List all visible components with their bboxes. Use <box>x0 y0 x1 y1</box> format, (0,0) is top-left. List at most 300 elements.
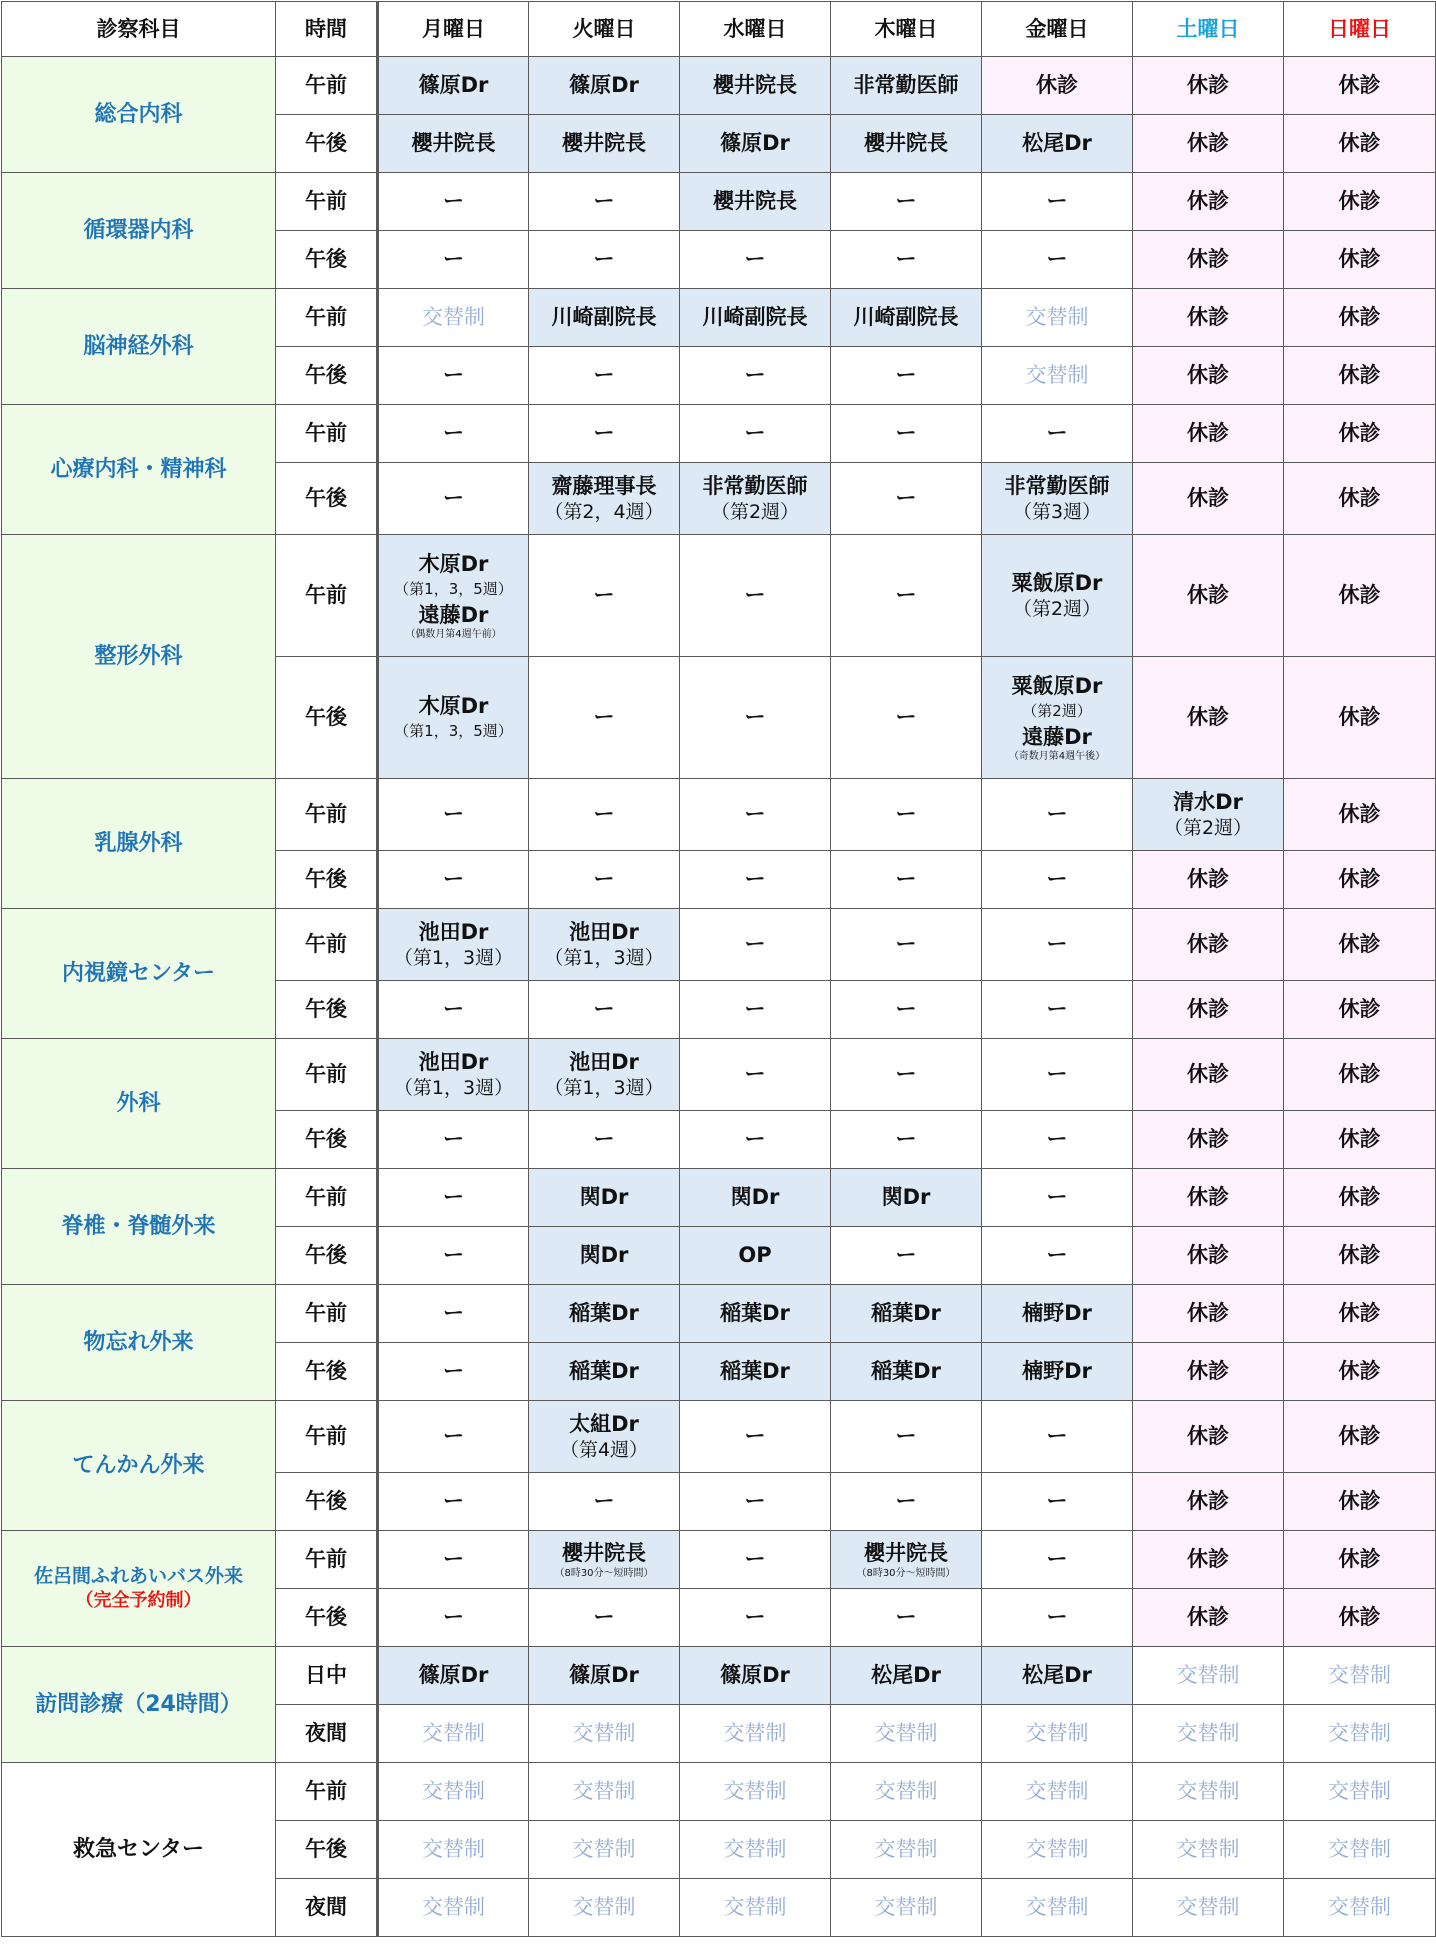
no-clinic-cell <box>680 535 831 657</box>
schedule-text: ー <box>895 1489 917 1514</box>
closed-cell <box>1284 231 1436 289</box>
schedule-text: ー <box>443 1243 464 1268</box>
schedule-text: 篠原Dr <box>569 1663 639 1688</box>
doctor-cell <box>529 1039 680 1111</box>
schedule-text: 休診 <box>1187 867 1229 892</box>
doctor-cell <box>831 1647 982 1705</box>
no-clinic-cell <box>680 1531 831 1589</box>
rotation-cell <box>378 1879 529 1937</box>
schedule-text: 休診 <box>1338 73 1381 98</box>
no-clinic-cell <box>378 1531 529 1589</box>
closed-cell <box>1133 463 1284 535</box>
closed-cell <box>1284 909 1436 981</box>
department-label: 総合内科 <box>94 101 183 127</box>
rotation-cell <box>378 1705 529 1763</box>
schedule-text: ー <box>895 247 917 272</box>
schedule-text: 交替制 <box>1176 1837 1240 1862</box>
doctor-cell <box>378 535 529 657</box>
closed-cell <box>1284 1227 1436 1285</box>
schedule-text: 休診 <box>1187 1301 1229 1326</box>
rotation-cell <box>1284 1879 1436 1937</box>
no-clinic-cell <box>378 1169 529 1227</box>
no-clinic-cell <box>831 173 982 231</box>
schedule-text: 休診 <box>1187 1424 1229 1449</box>
no-clinic-cell <box>982 779 1133 851</box>
schedule-text: ー <box>895 802 917 827</box>
schedule-text: 木原Dr <box>418 694 489 719</box>
no-clinic-cell <box>378 1285 529 1343</box>
doctor-cell <box>529 463 680 535</box>
schedule-text: 休診 <box>1338 1062 1381 1087</box>
rotation-cell <box>680 1705 831 1763</box>
header-row <box>2 2 1436 57</box>
schedule-text: 遠藤Dr <box>418 602 489 627</box>
rotation-cell <box>1133 1821 1284 1879</box>
schedule-text: 休診 <box>1338 867 1381 892</box>
schedule-text: ー <box>443 1185 464 1210</box>
no-clinic-cell <box>831 851 982 909</box>
day-header-wed: 水曜日 <box>680 2 831 57</box>
schedule-text: ー <box>1046 1185 1068 1210</box>
closed-cell <box>1133 1111 1284 1169</box>
closed-cell <box>1284 289 1436 347</box>
no-clinic-cell <box>680 405 831 463</box>
schedule-text: 櫻井院長 <box>713 189 797 214</box>
no-clinic-cell <box>982 851 1133 909</box>
doctor-cell <box>831 1285 982 1343</box>
schedule-text: ー <box>443 189 464 214</box>
schedule-text: ー <box>744 421 766 446</box>
schedule-text: ー <box>744 867 766 892</box>
doctor-cell <box>378 1039 529 1111</box>
schedule-text: 休診 <box>1338 1547 1381 1572</box>
schedule-text: 休診 <box>1187 1243 1229 1268</box>
department-name <box>2 405 276 535</box>
schedule-text: 櫻井院長 <box>562 1541 646 1566</box>
schedule-text: ー <box>895 1424 917 1449</box>
schedule-text: 非常勤医師 <box>853 73 959 98</box>
schedule-text: ー <box>895 421 917 446</box>
schedule-text: 休診 <box>1338 131 1381 156</box>
schedule-text: 休診 <box>1338 1301 1381 1326</box>
schedule-text: 休診 <box>1338 363 1381 388</box>
closed-cell <box>1133 1401 1284 1473</box>
no-clinic-cell <box>378 173 529 231</box>
schedule-text: 松尾Dr <box>1022 131 1092 156</box>
schedule-text: ー <box>593 802 615 827</box>
schedule-text: ー <box>895 363 917 388</box>
time-slot: 午前 <box>276 57 378 115</box>
schedule-text: ー <box>1046 1489 1068 1514</box>
doctor-cell <box>529 57 680 115</box>
no-clinic-cell <box>982 405 1133 463</box>
schedule-text: ー <box>744 932 766 957</box>
doctor-cell <box>831 289 982 347</box>
schedule-text: 楠野Dr <box>1022 1359 1092 1384</box>
table-row <box>2 1401 1436 1473</box>
schedule-text: 休診 <box>1187 363 1229 388</box>
schedule-text: 休診 <box>1187 1062 1229 1087</box>
schedule-text: 交替制 <box>422 1895 485 1920</box>
schedule-text: 関Dr <box>579 1243 629 1268</box>
department-label: 佐呂間ふれあいバス外来 <box>33 1564 243 1587</box>
schedule-text: 休診 <box>1338 486 1381 511</box>
rotation-cell <box>831 1705 982 1763</box>
schedule-text: 非常勤医師 <box>702 473 808 498</box>
no-clinic-cell <box>680 851 831 909</box>
closed-cell <box>1133 231 1284 289</box>
schedule-text: 交替制 <box>723 1721 787 1746</box>
no-clinic-cell <box>378 981 529 1039</box>
doctor-cell <box>680 289 831 347</box>
schedule-text: 交替制 <box>1176 1895 1240 1920</box>
schedule-note: （第2週） <box>1163 816 1253 839</box>
department-label: 循環器内科 <box>83 217 194 243</box>
doctor-cell <box>529 1401 680 1473</box>
schedule-text: ー <box>593 1127 615 1152</box>
rotation-cell <box>1133 1705 1284 1763</box>
closed-cell <box>1284 115 1436 173</box>
schedule-text: 交替制 <box>1176 1721 1240 1746</box>
schedule-text: 交替制 <box>1328 1721 1391 1746</box>
day-header-sat: 土曜日 <box>1133 2 1284 57</box>
table-row <box>2 1169 1436 1227</box>
no-clinic-cell <box>378 463 529 535</box>
no-clinic-cell <box>680 909 831 981</box>
closed-cell <box>1133 405 1284 463</box>
closed-cell <box>1284 657 1436 779</box>
schedule-text: 関Dr <box>579 1185 629 1210</box>
schedule-text: ー <box>1046 1424 1068 1449</box>
closed-cell <box>1284 173 1436 231</box>
schedule-text: ー <box>1046 247 1068 272</box>
schedule-note: （第2週） <box>1012 597 1102 620</box>
schedule-text: 稲葉Dr <box>569 1301 639 1326</box>
schedule-text: ー <box>744 247 766 272</box>
schedule-text: ー <box>744 1489 766 1514</box>
department-label: 内視鏡センター <box>61 960 216 986</box>
no-clinic-cell <box>378 1111 529 1169</box>
schedule-text: 篠原Dr <box>720 1663 790 1688</box>
no-clinic-cell <box>529 1589 680 1647</box>
no-clinic-cell <box>529 173 680 231</box>
table-row <box>2 535 1436 657</box>
schedule-text: ー <box>744 583 766 608</box>
schedule-text: 交替制 <box>422 1837 485 1862</box>
schedule-text: 休診 <box>1338 1127 1381 1152</box>
schedule-text: 休診 <box>1338 1605 1381 1630</box>
time-slot: 午後 <box>276 1821 378 1879</box>
schedule-text: 休診 <box>1187 247 1229 272</box>
doctor-cell <box>982 657 1133 779</box>
rotation-cell <box>1284 1647 1436 1705</box>
doctor-cell <box>1133 779 1284 851</box>
no-clinic-cell <box>378 1589 529 1647</box>
no-clinic-cell <box>982 231 1133 289</box>
table-row <box>2 173 1436 231</box>
schedule-text: 交替制 <box>723 1837 787 1862</box>
no-clinic-cell <box>982 1401 1133 1473</box>
closed-cell <box>1284 981 1436 1039</box>
table-row <box>2 1285 1436 1343</box>
closed-cell <box>1133 535 1284 657</box>
schedule-text: 櫻井院長 <box>713 73 797 98</box>
rotation-cell <box>982 1879 1133 1937</box>
schedule-text: 休診 <box>1187 1547 1229 1572</box>
department-label: 脳神経外科 <box>83 333 194 359</box>
no-clinic-cell <box>529 1111 680 1169</box>
schedule-note: （第2週） <box>710 500 800 523</box>
department-name <box>2 1647 276 1763</box>
no-clinic-cell <box>378 1473 529 1531</box>
schedule-text: 粟飯原Dr <box>1011 570 1103 595</box>
doctor-cell <box>529 1531 680 1589</box>
doctor-cell <box>529 1169 680 1227</box>
schedule-note: （第1，3週） <box>544 1076 664 1099</box>
schedule-text: 交替制 <box>1328 1895 1391 1920</box>
doctor-cell <box>378 909 529 981</box>
schedule-text: 交替制 <box>1176 1663 1240 1688</box>
time-slot: 午前 <box>276 535 378 657</box>
schedule-text: 交替制 <box>1176 1779 1240 1804</box>
schedule-text: ー <box>1046 867 1068 892</box>
doctor-cell <box>831 1169 982 1227</box>
schedule-text: 粟飯原Dr <box>1011 673 1103 698</box>
doctor-cell <box>378 1647 529 1705</box>
schedule-text: 休診 <box>1187 1185 1229 1210</box>
schedule-text: 休診 <box>1187 486 1229 511</box>
schedule-note: （第4週） <box>559 1438 649 1461</box>
schedule-text: ー <box>593 363 615 388</box>
schedule-text: 交替制 <box>1025 1721 1089 1746</box>
schedule-text: ー <box>1046 1243 1068 1268</box>
no-clinic-cell <box>529 981 680 1039</box>
time-slot: 午前 <box>276 289 378 347</box>
schedule-text: 交替制 <box>1025 1837 1089 1862</box>
schedule-note: （第2，4週） <box>544 500 664 523</box>
schedule-text: ー <box>443 997 464 1022</box>
schedule-text: 休診 <box>1338 305 1381 330</box>
closed-cell <box>1133 289 1284 347</box>
schedule-text: ー <box>443 1301 464 1326</box>
doctor-cell <box>529 115 680 173</box>
schedule-text: 交替制 <box>723 1779 787 1804</box>
no-clinic-cell <box>982 1169 1133 1227</box>
no-clinic-cell <box>680 1401 831 1473</box>
doctor-cell <box>982 115 1133 173</box>
schedule-text: 稲葉Dr <box>569 1359 639 1384</box>
department-name <box>2 909 276 1039</box>
no-clinic-cell <box>982 1111 1133 1169</box>
department-label: 物忘れ外来 <box>83 1329 194 1355</box>
no-clinic-cell <box>680 231 831 289</box>
closed-cell <box>1284 1111 1436 1169</box>
time-slot: 午前 <box>276 1763 378 1821</box>
department-label: 乳腺外科 <box>94 830 183 856</box>
closed-cell <box>1284 851 1436 909</box>
rotation-cell <box>831 1763 982 1821</box>
department-name <box>2 1763 276 1937</box>
schedule-text: 休診 <box>1338 247 1381 272</box>
rotation-cell <box>680 1821 831 1879</box>
schedule-text: ー <box>744 1127 766 1152</box>
doctor-cell <box>831 1531 982 1589</box>
doctor-cell <box>982 535 1133 657</box>
department-label: 脊椎・脊髄外来 <box>61 1213 216 1239</box>
table-row <box>2 1647 1436 1705</box>
schedule-text: 交替制 <box>422 1721 485 1746</box>
schedule-note: （奇数月第4週午後） <box>1008 751 1106 763</box>
no-clinic-cell <box>529 779 680 851</box>
schedule-text: 交替制 <box>1328 1837 1391 1862</box>
schedule-note: （第3週） <box>1012 500 1102 523</box>
schedule-text: ー <box>1046 1062 1068 1087</box>
no-clinic-cell <box>529 405 680 463</box>
schedule-text: 櫻井院長 <box>411 131 496 156</box>
no-clinic-cell <box>529 1473 680 1531</box>
schedule-text: 池田Dr <box>569 919 639 944</box>
no-clinic-cell <box>982 909 1133 981</box>
schedule-text: ー <box>744 997 766 1022</box>
no-clinic-cell <box>680 1473 831 1531</box>
no-clinic-cell <box>680 657 831 779</box>
schedule-note: （第1，3週） <box>544 946 664 969</box>
schedule-text: ー <box>593 705 615 730</box>
doctor-cell <box>831 1343 982 1401</box>
time-slot: 午後 <box>276 981 378 1039</box>
schedule-text: 松尾Dr <box>871 1663 941 1688</box>
schedule-text: 休診 <box>1187 305 1229 330</box>
schedule-text: 楠野Dr <box>1022 1301 1092 1326</box>
closed-cell <box>1133 1473 1284 1531</box>
schedule-text: 篠原Dr <box>418 1663 489 1688</box>
doctor-cell <box>982 463 1133 535</box>
no-clinic-cell <box>680 347 831 405</box>
time-slot: 午後 <box>276 657 378 779</box>
no-clinic-cell <box>982 1039 1133 1111</box>
rotation-cell <box>378 1763 529 1821</box>
no-clinic-cell <box>378 1343 529 1401</box>
schedule-text: ー <box>443 486 464 511</box>
schedule-note: （第1，3，5週） <box>394 722 513 741</box>
closed-cell <box>1284 1531 1436 1589</box>
no-clinic-cell <box>529 347 680 405</box>
schedule-text: 池田Dr <box>418 919 489 944</box>
department-name <box>2 173 276 289</box>
time-slot: 午後 <box>276 115 378 173</box>
schedule-text: 齋藤理事長 <box>551 473 657 498</box>
department-name <box>2 535 276 779</box>
schedule-text: 稲葉Dr <box>871 1359 941 1384</box>
schedule-text: ー <box>1046 1547 1068 1572</box>
schedule-text: ー <box>593 1489 615 1514</box>
schedule-text: ー <box>1046 1605 1068 1630</box>
schedule-text: 休診 <box>1187 1359 1229 1384</box>
no-clinic-cell <box>680 1111 831 1169</box>
closed-cell <box>1133 347 1284 405</box>
schedule-text: 休診 <box>1187 131 1229 156</box>
no-clinic-cell <box>982 1473 1133 1531</box>
department-name <box>2 1531 276 1647</box>
closed-cell <box>1133 1343 1284 1401</box>
department-name <box>2 289 276 405</box>
schedule-text: 川崎副院長 <box>702 305 808 330</box>
time-slot: 午前 <box>276 1039 378 1111</box>
closed-cell <box>1133 909 1284 981</box>
schedule-text: 休診 <box>1187 1127 1229 1152</box>
schedule-text: ー <box>744 1605 766 1630</box>
schedule-text: 休診 <box>1187 932 1229 957</box>
rotation-cell <box>1284 1705 1436 1763</box>
rotation-cell <box>831 1821 982 1879</box>
department-label: 救急センター <box>72 1836 205 1862</box>
time-slot: 午後 <box>276 1473 378 1531</box>
schedule-text: ー <box>895 1127 917 1152</box>
time-slot: 午後 <box>276 1589 378 1647</box>
schedule-text: 交替制 <box>572 1895 636 1920</box>
doctor-cell <box>680 1227 831 1285</box>
schedule-text: ー <box>1046 997 1068 1022</box>
schedule-text: ー <box>593 189 615 214</box>
schedule-text: ー <box>895 583 917 608</box>
no-clinic-cell <box>831 779 982 851</box>
schedule-text: 交替制 <box>1328 1779 1391 1804</box>
schedule-text: ー <box>593 247 615 272</box>
schedule-text: 休診 <box>1187 997 1229 1022</box>
schedule-text: 交替制 <box>874 1779 938 1804</box>
schedule-text: ー <box>895 997 917 1022</box>
schedule-text: ー <box>895 932 917 957</box>
schedule-text: 休診 <box>1187 189 1229 214</box>
time-slot: 午後 <box>276 1111 378 1169</box>
schedule-text: 休診 <box>1187 421 1229 446</box>
day-header-fri: 金曜日 <box>982 2 1133 57</box>
doctor-cell <box>529 1227 680 1285</box>
no-clinic-cell <box>378 347 529 405</box>
closed-cell <box>1284 1285 1436 1343</box>
schedule-text: 休診 <box>1338 421 1381 446</box>
schedule-text: 休診 <box>1187 73 1229 98</box>
schedule-text: OP <box>738 1243 772 1268</box>
time-slot: 午前 <box>276 173 378 231</box>
closed-cell <box>1133 1169 1284 1227</box>
schedule-text: 休診 <box>1338 1185 1381 1210</box>
rotation-cell <box>680 1879 831 1937</box>
no-clinic-cell <box>680 1039 831 1111</box>
schedule-text: ー <box>744 802 766 827</box>
doctor-cell <box>831 57 982 115</box>
rotation-cell <box>529 1821 680 1879</box>
schedule-text: 交替制 <box>1328 1663 1391 1688</box>
schedule-text: 稲葉Dr <box>720 1301 790 1326</box>
rotation-cell <box>529 1705 680 1763</box>
schedule-text: ー <box>443 1424 464 1449</box>
schedule-text: ー <box>744 1424 766 1449</box>
schedule-text: ー <box>744 1547 766 1572</box>
no-clinic-cell <box>982 981 1133 1039</box>
closed-cell <box>1133 1227 1284 1285</box>
table-row <box>2 405 1436 463</box>
schedule-text: 休診 <box>1036 73 1078 98</box>
table-row <box>2 289 1436 347</box>
closed-cell <box>1133 57 1284 115</box>
time-slot: 午後 <box>276 1343 378 1401</box>
department-name <box>2 1401 276 1531</box>
schedule-text: 稲葉Dr <box>871 1301 941 1326</box>
time-slot: 午後 <box>276 231 378 289</box>
closed-cell <box>1133 1039 1284 1111</box>
closed-cell <box>1284 1343 1436 1401</box>
